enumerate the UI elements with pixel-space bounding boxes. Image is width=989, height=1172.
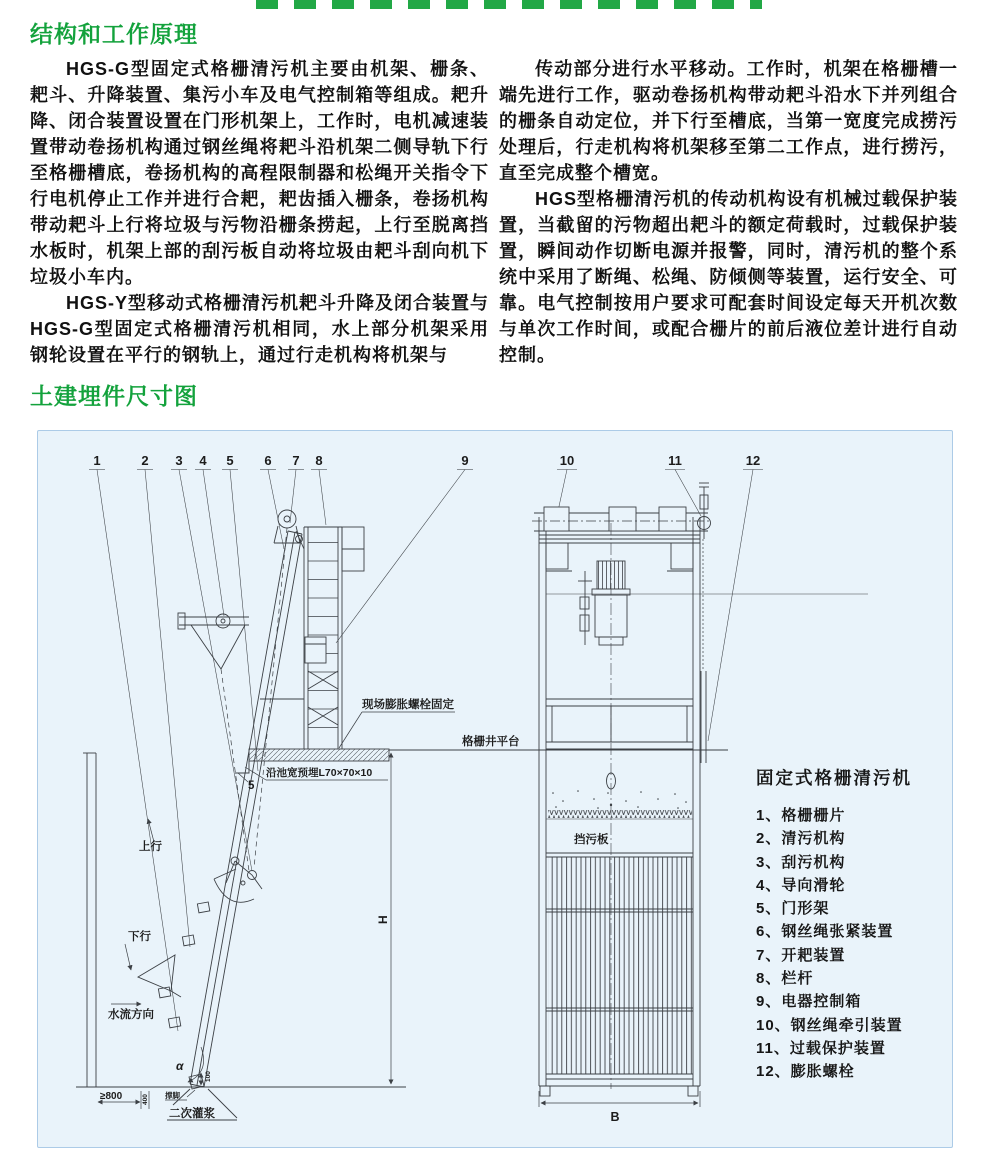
dim-B: B <box>610 1110 620 1124</box>
legend-item: 1、格栅栅片 <box>756 807 846 824</box>
dim-400: 400 <box>142 1094 149 1105</box>
paragraph: HGS型格栅清污机的传动机构设有机械过载保护装置，当截留的污物超出耙斗的额定荷载时，过载保护装置，瞬间动作切断电源并报警，同时，清污机的整个系统中采用了断绳、松绳、防倾侧等装置，运行安全、可靠。电气控制按用户要求可配套时间设定每天开机次数与单次工作时间，或配合栅片的前后液位差计进行自动控制。 <box>499 189 958 365</box>
part-number: 10 <box>559 453 575 468</box>
legend-item: 5、门形架 <box>756 900 830 918</box>
clipped-heading-fragment <box>256 0 762 9</box>
dim-alpha: α <box>176 1059 184 1073</box>
section-title-civil-dimensions: 土建埋件尺寸图 <box>30 383 198 409</box>
label-grille-well-platform: 格栅井平台 <box>462 736 520 748</box>
label-embedded-angle: 沿池宽预埋L70×70×10 <box>266 767 373 779</box>
legend-item: 3、刮污机构 <box>756 853 846 871</box>
label-support-foot: 撑脚 <box>165 1091 180 1100</box>
legend-item: 9、电器控制箱 <box>756 993 862 1011</box>
part-number: 6 <box>264 453 272 468</box>
part-number: 2 <box>141 453 149 468</box>
dim-ge800: ≥800 <box>100 1091 123 1102</box>
section-title-structure: 结构和工作原理 <box>30 21 198 47</box>
part-number: 9 <box>461 453 469 468</box>
part-number: 1 <box>93 453 101 468</box>
legend-item: 10、钢丝绳牵引装置 <box>756 1016 903 1034</box>
dimension-diagram-panel <box>37 430 953 1148</box>
paragraph: HGS-G型固定式格栅清污机主要由机架、栅条、耙斗、升降装置、集污小车及电气控制箱等组成。耙升降、闭合装置设置在门形机架上，工作时，电机减速装置带动卷扬机构通过钢丝绳将耙斗沿机架二侧导轨下行至格栅槽底，卷扬机构的高程限制器和松绳开关指令下行电机停止工作并进行合耙，耙齿插入栅条，卷扬机构带动耙斗上行将垃圾与污物沿栅条捞起，上行至脱离挡水板时，机架上部的刮污板自动将垃圾由耙斗刮向机下垃圾小车内。 <box>30 59 489 287</box>
part-number: 12 <box>745 453 761 468</box>
legend-item: 6、钢丝绳张紧装置 <box>756 923 894 941</box>
dim-100: 100 <box>205 1071 212 1082</box>
legend-item: 12、膨胀螺栓 <box>756 1063 855 1081</box>
part-number: 11 <box>668 453 682 468</box>
part-number: 3 <box>175 453 183 468</box>
label-baffle-plate: 挡污板 <box>574 834 609 846</box>
part-number: 8 <box>315 453 323 468</box>
legend-item: 2、清污机构 <box>756 830 846 848</box>
paragraph: HGS-Y型移动式格栅清污机耙斗升降及闭合装置与HGS-G型固定式格栅清污机相同，水上部分机架采用钢轮设置在平行的钢轨上，通过行走机构将机架与 <box>30 293 490 365</box>
text-column-left <box>30 56 489 368</box>
legend-item: 4、导向滑轮 <box>756 876 846 894</box>
legend-item: 8、栏杆 <box>756 970 814 988</box>
part-number: 7 <box>292 453 300 468</box>
label-five: 5 <box>248 780 255 792</box>
part-number: 4 <box>199 453 207 468</box>
legend-title: 固定式格栅清污机 <box>756 768 912 788</box>
paragraph: 传动部分进行水平移动。工作时，机架在格栅槽一端先进行工作，驱动卷扬机构带动耙斗沿水下并列组合的栅条自动定位，并下行至槽底，当第一宽度完成捞污处理后，行走机构将机架移至第二工作点，进行捞污，直至完成整个槽宽。 <box>499 59 958 183</box>
legend-item: 7、开耙装置 <box>756 946 846 964</box>
legend-item: 11、过载保护装置 <box>756 1039 886 1057</box>
dim-H: H <box>376 915 390 924</box>
label-down-travel: 下行 <box>128 931 151 943</box>
label-flow-direction: 水流方向 <box>108 1009 154 1021</box>
label-secondary-grout: 二次灌浆 <box>169 1108 215 1120</box>
legend-list <box>756 804 952 1084</box>
text-column-right <box>499 56 958 368</box>
part-number: 5 <box>226 453 234 468</box>
label-up-travel: 上行 <box>139 841 162 853</box>
parts-legend <box>756 765 952 1084</box>
label-site-expansion-bolt: 现场膨胀螺栓固定 <box>362 699 454 711</box>
